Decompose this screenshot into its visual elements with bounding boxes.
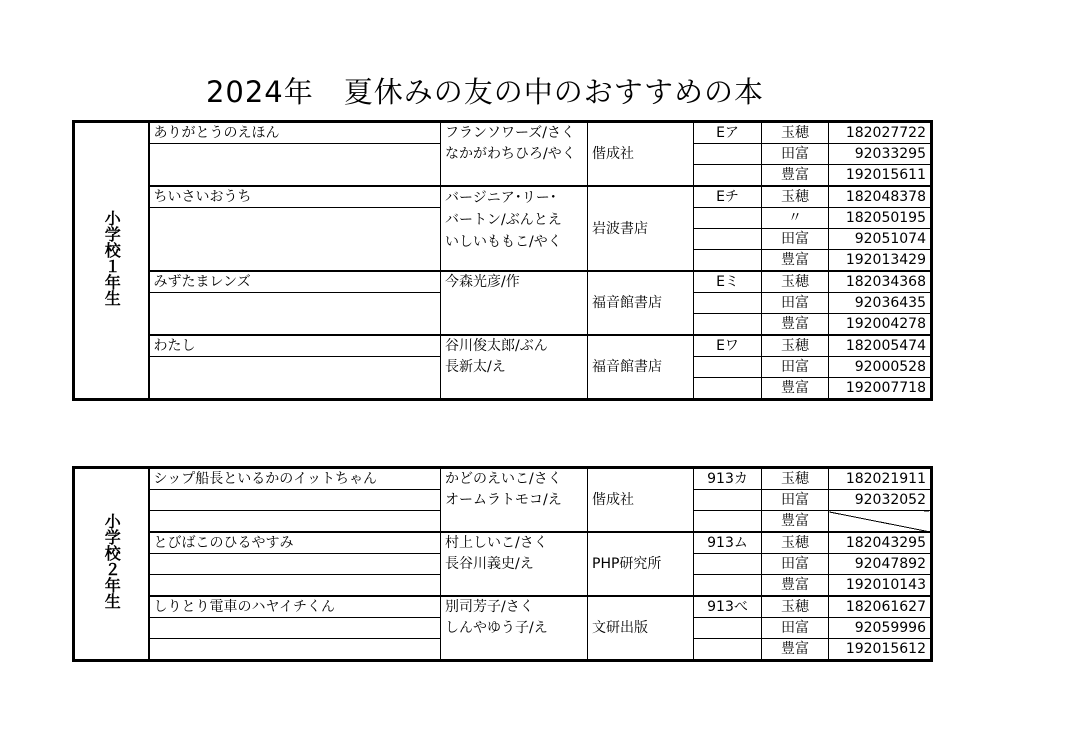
book-title-empty	[149, 618, 441, 639]
grade-label	[74, 468, 149, 661]
call-number-empty	[694, 144, 762, 165]
call-number-empty	[694, 250, 762, 272]
library-name: 豊富	[762, 250, 829, 272]
call-number-empty	[694, 639, 762, 661]
book-title-empty	[149, 511, 441, 533]
book-number	[829, 511, 932, 533]
book-number: 192015612	[829, 639, 932, 661]
book-title-empty	[149, 250, 441, 272]
call-number-empty	[694, 511, 762, 533]
book-author	[441, 596, 588, 661]
call-number: Eア	[694, 122, 762, 144]
author-line: フランソワーズ/さく	[445, 125, 576, 141]
book-title-empty	[149, 357, 441, 378]
author-line: オームラトモコ/え	[445, 492, 562, 508]
author-line: 別司芳子/さく	[445, 599, 534, 615]
table-row	[74, 468, 932, 490]
book-number: 92033295	[829, 144, 932, 165]
library-name: 豊富	[762, 575, 829, 597]
library-name: 玉穂	[762, 468, 829, 490]
book-author	[441, 186, 588, 271]
book-title: とびばこのひるやすみ	[149, 532, 441, 554]
grade-label-text: 小学校２年生	[102, 513, 122, 609]
book-title-empty	[149, 314, 441, 336]
call-number: 913ム	[694, 532, 762, 554]
book-table-grade-1	[72, 120, 933, 401]
library-name: 田富	[762, 490, 829, 511]
library-name: 玉穂	[762, 186, 829, 208]
book-title: しりとり電車のハヤイチくん	[149, 596, 441, 618]
book-title-empty	[149, 378, 441, 400]
library-name: 豊富	[762, 165, 829, 187]
call-number-empty	[694, 357, 762, 378]
book-publisher: PHP研究所	[588, 532, 694, 596]
call-number: Eチ	[694, 186, 762, 208]
book-author	[441, 122, 588, 187]
book-number: 182048378	[829, 186, 932, 208]
call-number-empty	[694, 229, 762, 250]
library-name: 田富	[762, 357, 829, 378]
grade-label-text: 小学校１年生	[102, 209, 122, 306]
book-title: ありがとうのえほん	[149, 122, 441, 144]
library-name: 玉穂	[762, 596, 829, 618]
table-row	[74, 335, 932, 357]
book-number: 92047892	[829, 554, 932, 575]
book-publisher: 偕成社	[588, 122, 694, 187]
table-row	[74, 122, 932, 144]
library-name: 田富	[762, 293, 829, 314]
book-title-empty	[149, 165, 441, 187]
book-title: みずたまレンズ	[149, 271, 441, 293]
book-publisher: 福音館書店	[588, 271, 694, 335]
table-row	[74, 186, 932, 208]
author-line: しんやゆう子/え	[445, 620, 548, 636]
book-number: 182061627	[829, 596, 932, 618]
book-number: 182043295	[829, 532, 932, 554]
book-title-empty	[149, 575, 441, 597]
call-number: 913カ	[694, 468, 762, 490]
library-name: 豊富	[762, 314, 829, 336]
book-publisher: 福音館書店	[588, 335, 694, 400]
author-line: いしいももこ/やく	[445, 234, 562, 250]
book-author	[441, 271, 588, 335]
book-number: 192007718	[829, 378, 932, 400]
book-number: 92051074	[829, 229, 932, 250]
library-name: 玉穂	[762, 122, 829, 144]
book-number: 192010143	[829, 575, 932, 597]
book-publisher: 岩波書店	[588, 186, 694, 271]
call-number-empty	[694, 490, 762, 511]
call-number-empty	[694, 554, 762, 575]
book-number: 182034368	[829, 271, 932, 293]
library-name: 〃	[762, 208, 829, 229]
author-line: かどのえいこ/さく	[445, 471, 562, 487]
book-author	[441, 468, 588, 533]
book-publisher: 文研出版	[588, 596, 694, 661]
author-line: バージニア･リー･	[445, 190, 557, 206]
book-number: 192004278	[829, 314, 932, 336]
book-title-empty	[149, 554, 441, 575]
library-name: 田富	[762, 144, 829, 165]
book-title: わたし	[149, 335, 441, 357]
library-name: 玉穂	[762, 271, 829, 293]
table-row	[74, 532, 932, 554]
call-number-empty	[694, 314, 762, 336]
book-number: 182021911	[829, 468, 932, 490]
call-number-empty	[694, 293, 762, 314]
author-line: 村上しいこ/さく	[445, 535, 548, 551]
book-title: ちいさいおうち	[149, 186, 441, 208]
book-number: 92000528	[829, 357, 932, 378]
book-number: 182005474	[829, 335, 932, 357]
book-author	[441, 532, 588, 596]
call-number-empty	[694, 378, 762, 400]
author-line: 長谷川義史/え	[445, 556, 534, 572]
author-line: 今森光彦/作	[445, 274, 520, 290]
call-number: Eワ	[694, 335, 762, 357]
book-table-grade-2	[72, 466, 933, 662]
book-title-empty	[149, 293, 441, 314]
book-number: 182050195	[829, 208, 932, 229]
author-line: 長新太/え	[445, 359, 506, 375]
book-number: 92059996	[829, 618, 932, 639]
library-name: 豊富	[762, 639, 829, 661]
book-title-empty	[149, 144, 441, 165]
call-number-empty	[694, 618, 762, 639]
author-line: 谷川俊太郎/ぶん	[445, 338, 548, 354]
library-name: 田富	[762, 618, 829, 639]
book-title: シップ船長といるかのイットちゃん	[149, 468, 441, 490]
library-name: 田富	[762, 554, 829, 575]
table-row	[74, 596, 932, 618]
book-title-empty	[149, 639, 441, 661]
book-number: 92036435	[829, 293, 932, 314]
book-number: 192015611	[829, 165, 932, 187]
page-title: 2024年 夏休みの友の中のおすすめの本	[205, 75, 765, 109]
book-number: 182027722	[829, 122, 932, 144]
table-row	[74, 271, 932, 293]
author-line: なかがわちひろ/やく	[445, 146, 576, 162]
call-number: 913べ	[694, 596, 762, 618]
author-line: バートン/ぶんとえ	[445, 212, 562, 228]
book-title-empty	[149, 229, 441, 250]
book-number: 192013429	[829, 250, 932, 272]
call-number-empty	[694, 575, 762, 597]
library-name: 玉穂	[762, 532, 829, 554]
book-title-empty	[149, 490, 441, 511]
call-number-empty	[694, 208, 762, 229]
book-number: 92032052	[829, 490, 932, 511]
library-name: 田富	[762, 229, 829, 250]
library-name: 豊富	[762, 378, 829, 400]
grade-label	[74, 122, 149, 400]
library-name: 玉穂	[762, 335, 829, 357]
book-author	[441, 335, 588, 400]
library-name: 豊富	[762, 511, 829, 533]
book-publisher: 偕成社	[588, 468, 694, 533]
call-number: Eミ	[694, 271, 762, 293]
book-title-empty	[149, 208, 441, 229]
call-number-empty	[694, 165, 762, 187]
